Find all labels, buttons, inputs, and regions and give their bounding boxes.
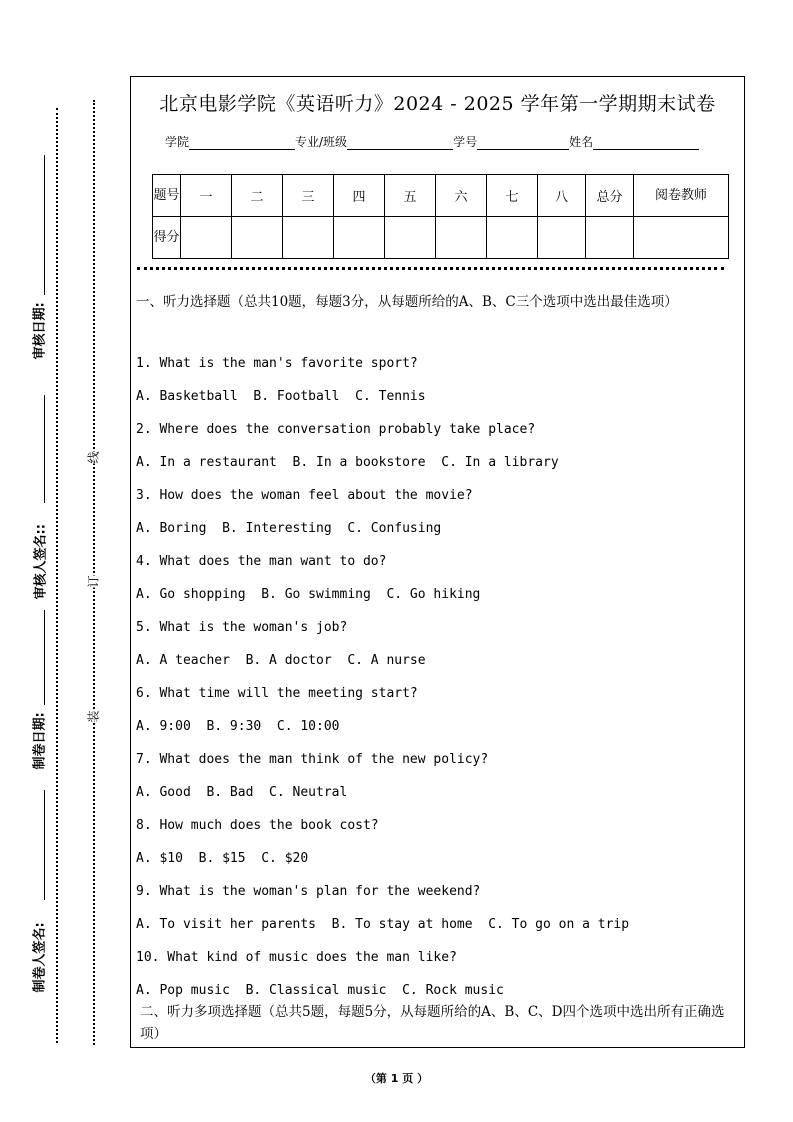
question-text: 9. What is the woman's plan for the weekend? xyxy=(136,884,481,899)
score-cell-grader: 阅卷教师 xyxy=(634,175,729,217)
section-separator xyxy=(137,267,724,270)
question-text: 3. How does the woman feel about the movie? xyxy=(136,488,473,503)
score-cell-h2: 二 xyxy=(232,175,283,217)
name-label: 姓名 xyxy=(569,135,594,149)
score-cell-h6: 六 xyxy=(436,175,487,217)
major-label: 专业/班级 xyxy=(295,135,348,149)
audit-date-label: 审核日期: xyxy=(32,302,48,360)
question-text: 5. What is the woman's job? xyxy=(136,620,348,635)
score-input[interactable] xyxy=(634,217,729,259)
score-input[interactable] xyxy=(487,217,538,259)
college-field[interactable] xyxy=(189,137,295,150)
exam-title: 北京电影学院《英语听力》2024 - 2025 学年第一学期期末试卷 xyxy=(159,93,716,115)
inner-dotted-line xyxy=(93,100,95,1045)
question-text: 4. What does the man want to do? xyxy=(136,554,387,569)
score-cell-h5: 五 xyxy=(385,175,436,217)
audit-sign-blank xyxy=(44,395,45,503)
question-text: 7. What does the man think of the new policy? xyxy=(136,752,489,767)
name-field[interactable] xyxy=(593,137,699,150)
question-text: 1. What is the man's favorite sport? xyxy=(136,356,418,371)
make-date-label: 制卷日期: xyxy=(32,712,48,770)
score-cell-total: 总分 xyxy=(586,175,634,217)
binding-margin xyxy=(0,0,130,1122)
question-options: A. Go shopping B. Go swimming C. Go hiking xyxy=(136,587,481,602)
score-input[interactable] xyxy=(181,217,232,259)
score-input[interactable] xyxy=(334,217,385,259)
question-options: A. A teacher B. A doctor C. A nurse xyxy=(136,653,426,668)
score-cell-label: 题号 xyxy=(153,175,181,217)
score-table-header-row xyxy=(153,175,729,217)
score-input[interactable] xyxy=(538,217,586,259)
question-options: A. Basketball B. Football C. Tennis xyxy=(136,389,426,404)
question-options: A. In a restaurant B. In a bookstore C. In a library xyxy=(136,455,559,470)
question-text: 8. How much does the book cost? xyxy=(136,818,379,833)
score-cell-h3: 三 xyxy=(283,175,334,217)
score-table-value-row xyxy=(153,217,729,259)
score-row-label: 得分 xyxy=(153,217,181,259)
exam-frame xyxy=(130,76,745,1048)
page-footer: （第 1 页 ） xyxy=(364,1072,429,1085)
score-cell-h1: 一 xyxy=(181,175,232,217)
id-label: 学号 xyxy=(453,135,478,149)
audit-sign-label: 审核人签名:: xyxy=(33,524,49,600)
college-label: 学院 xyxy=(165,135,190,149)
question-options: A. Good B. Bad C. Neutral xyxy=(136,785,348,800)
question-text: 2. Where does the conversation probably take place? xyxy=(136,422,536,437)
score-input[interactable] xyxy=(436,217,487,259)
section2-heading: 二、听力多项选择题（总共5题，每题5分，从每题所给的A、B、C、D四个选项中选出所有正确选项） xyxy=(140,1004,725,1042)
score-cell-h7: 七 xyxy=(487,175,538,217)
question-options: A. 9:00 B. 9:30 C. 10:00 xyxy=(136,719,340,734)
bind-char: 订 xyxy=(86,575,101,588)
make-date-blank xyxy=(44,610,45,705)
score-cell-h4: 四 xyxy=(334,175,385,217)
line-char: 线 xyxy=(86,451,101,464)
question-text: 10. What kind of music does the man like? xyxy=(136,950,457,965)
audit-date-blank xyxy=(44,155,45,295)
section1-heading: 一、听力选择题（总共10题，每题3分，从每题所给的A、B、C三个选项中选出最佳选项） xyxy=(136,294,678,310)
question-options: A. To visit her parents B. To stay at home C. To go on a trip xyxy=(136,917,630,932)
score-cell-h8: 八 xyxy=(538,175,586,217)
question-options: A. $10 B. $15 C. $20 xyxy=(136,851,309,866)
question-options: A. Pop music B. Classical music C. Rock music xyxy=(136,983,504,998)
score-input[interactable] xyxy=(283,217,334,259)
fold-char: 装 xyxy=(86,710,101,723)
question-text: 6. What time will the meeting start? xyxy=(136,686,418,701)
make-sign-blank xyxy=(44,790,45,900)
student-info-row xyxy=(165,133,699,150)
score-table xyxy=(152,174,729,259)
question-options: A. Boring B. Interesting C. Confusing xyxy=(136,521,442,536)
major-field[interactable] xyxy=(347,137,453,150)
score-input[interactable] xyxy=(385,217,436,259)
outer-dotted-line xyxy=(56,108,58,1043)
score-input[interactable] xyxy=(586,217,634,259)
student-id-field[interactable] xyxy=(477,137,569,150)
make-sign-label: 制卷人签名: xyxy=(32,922,48,993)
score-input[interactable] xyxy=(232,217,283,259)
